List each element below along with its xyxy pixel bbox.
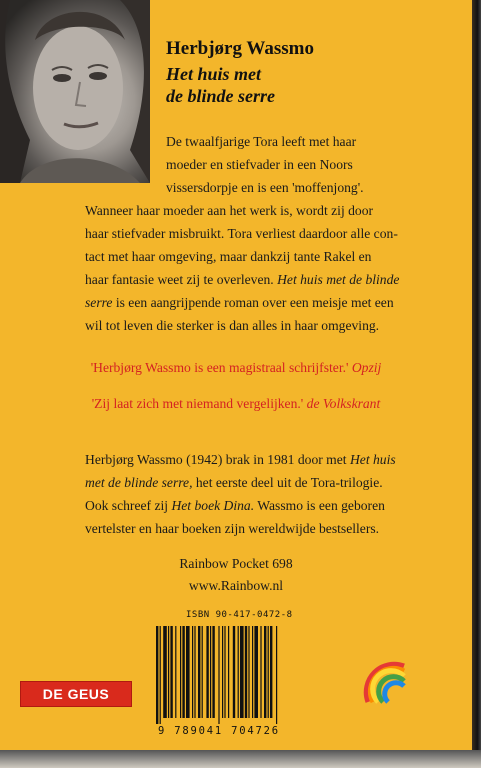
book-spine-edge <box>472 0 481 768</box>
barcode-bar <box>186 626 190 718</box>
book-title-line-1: Het huis met <box>166 64 262 84</box>
blurb-line-9: wil tot leven die sterker is dan alles in haar omgeving. <box>85 318 380 333</box>
barcode-bar <box>210 626 211 718</box>
blurb-line-7 <box>85 272 399 288</box>
barcode-bar <box>182 626 184 718</box>
barcode-bar <box>212 626 214 718</box>
isbn-label: ISBN 90-417-0472-8 <box>186 610 293 620</box>
barcode-bar <box>233 626 235 718</box>
barcode-bar <box>276 626 277 724</box>
barcode-bar <box>248 626 249 718</box>
blurb-line-6: tact met haar omgeving, maar dankzij tante Rakel en <box>85 249 372 264</box>
barcode-bar <box>260 626 261 718</box>
bio-title-ref-2: met de blinde serre, <box>85 475 193 490</box>
blurb-line-4: Wanneer haar moeder aan het werk is, wordt zij door <box>85 203 374 218</box>
barcode-bar <box>268 626 269 718</box>
barcode-bar <box>163 626 167 718</box>
blurb-line-7-text: haar fantasie weet zij te overleven. <box>85 272 274 287</box>
barcode-bar <box>240 626 244 718</box>
barcode-bar <box>218 626 219 724</box>
barcode-bar <box>228 626 229 718</box>
barcode-bar <box>180 626 181 718</box>
barcode-bar <box>170 626 172 718</box>
bio-line-2-text: het eerste deel uit de Tora-trilogie. <box>195 475 383 490</box>
blurb-book-title-ref-2: serre <box>85 295 113 310</box>
book-title-line-2: de blinde serre <box>166 86 275 106</box>
quote-2 <box>0 396 472 412</box>
bio-title-ref: Het huis <box>349 452 396 467</box>
quote-1-text: 'Herbjørg Wassmo is een magistraal schrijfster.' <box>90 360 349 375</box>
quote-1 <box>0 360 472 376</box>
barcode-bar <box>192 626 193 718</box>
barcode-bar <box>160 626 161 724</box>
quote-1-source: Opzij <box>351 360 382 375</box>
series-label: Rainbow Pocket 698 <box>179 556 293 571</box>
barcode-bar <box>156 626 158 724</box>
barcode-bar <box>194 626 195 718</box>
barcode-bar <box>270 626 272 718</box>
bio-line-4: vertelster en haar boeken zijn wereldwijde bestsellers. <box>85 521 380 536</box>
barcode-bar <box>264 626 266 718</box>
quote-2-text: 'Zij laat zich met niemand vergelijken.' <box>91 396 304 411</box>
barcode-bar <box>222 626 223 718</box>
book-title <box>166 63 275 107</box>
blurb-line-3: vissersdorpje en is een 'moffenjong'. <box>166 180 364 195</box>
barcode-bar <box>252 626 253 718</box>
barcode-bar <box>202 626 203 718</box>
blurb-line-8 <box>85 295 394 311</box>
publisher-logo: DE GEUS <box>20 681 132 707</box>
ean-number: 9 789041 704726 <box>158 725 280 737</box>
quote-2-source: de Volkskrant <box>306 396 381 411</box>
barcode-bar <box>206 626 208 718</box>
blurb-book-title-ref: Het huis met de blinde <box>277 272 400 287</box>
bio-line-3 <box>85 498 385 514</box>
bio-line-3-text: Ook schreef zij <box>85 498 169 513</box>
barcode-bar <box>224 626 225 718</box>
bio-title-ref-3: Het boek Dina. <box>171 498 255 513</box>
author-name: Herbjørg Wassmo <box>166 38 314 59</box>
barcode-bar <box>238 626 239 718</box>
bio-line-1-text: Herbjørg Wassmo (1942) brak in 1981 door met <box>85 452 347 467</box>
website-label: www.Rainbow.nl <box>188 578 284 593</box>
scan-bottom-edge <box>0 750 481 768</box>
bio-line-2 <box>85 475 383 491</box>
rainbow-logo-icon <box>360 658 410 708</box>
bio-line-3-end: Wassmo is een geboren <box>257 498 385 513</box>
barcode-bar <box>254 626 258 718</box>
barcode-bar <box>245 626 247 718</box>
blurb-line-1: De twaalfjarige Tora leeft met haar <box>166 134 357 149</box>
author-photo <box>0 0 150 183</box>
barcode-bar <box>168 626 169 718</box>
blurb-line-5: haar stiefvader misbruikt. Tora verliest daardoor alle con- <box>85 226 398 241</box>
barcode-bar <box>175 626 176 718</box>
bio-line-1 <box>85 452 396 468</box>
barcode-bar <box>198 626 200 718</box>
blurb-line-2: moeder en stiefvader in een Noors <box>166 157 353 172</box>
blurb-line-8-text: is een aangrijpende roman over een meisje met een <box>115 295 394 310</box>
